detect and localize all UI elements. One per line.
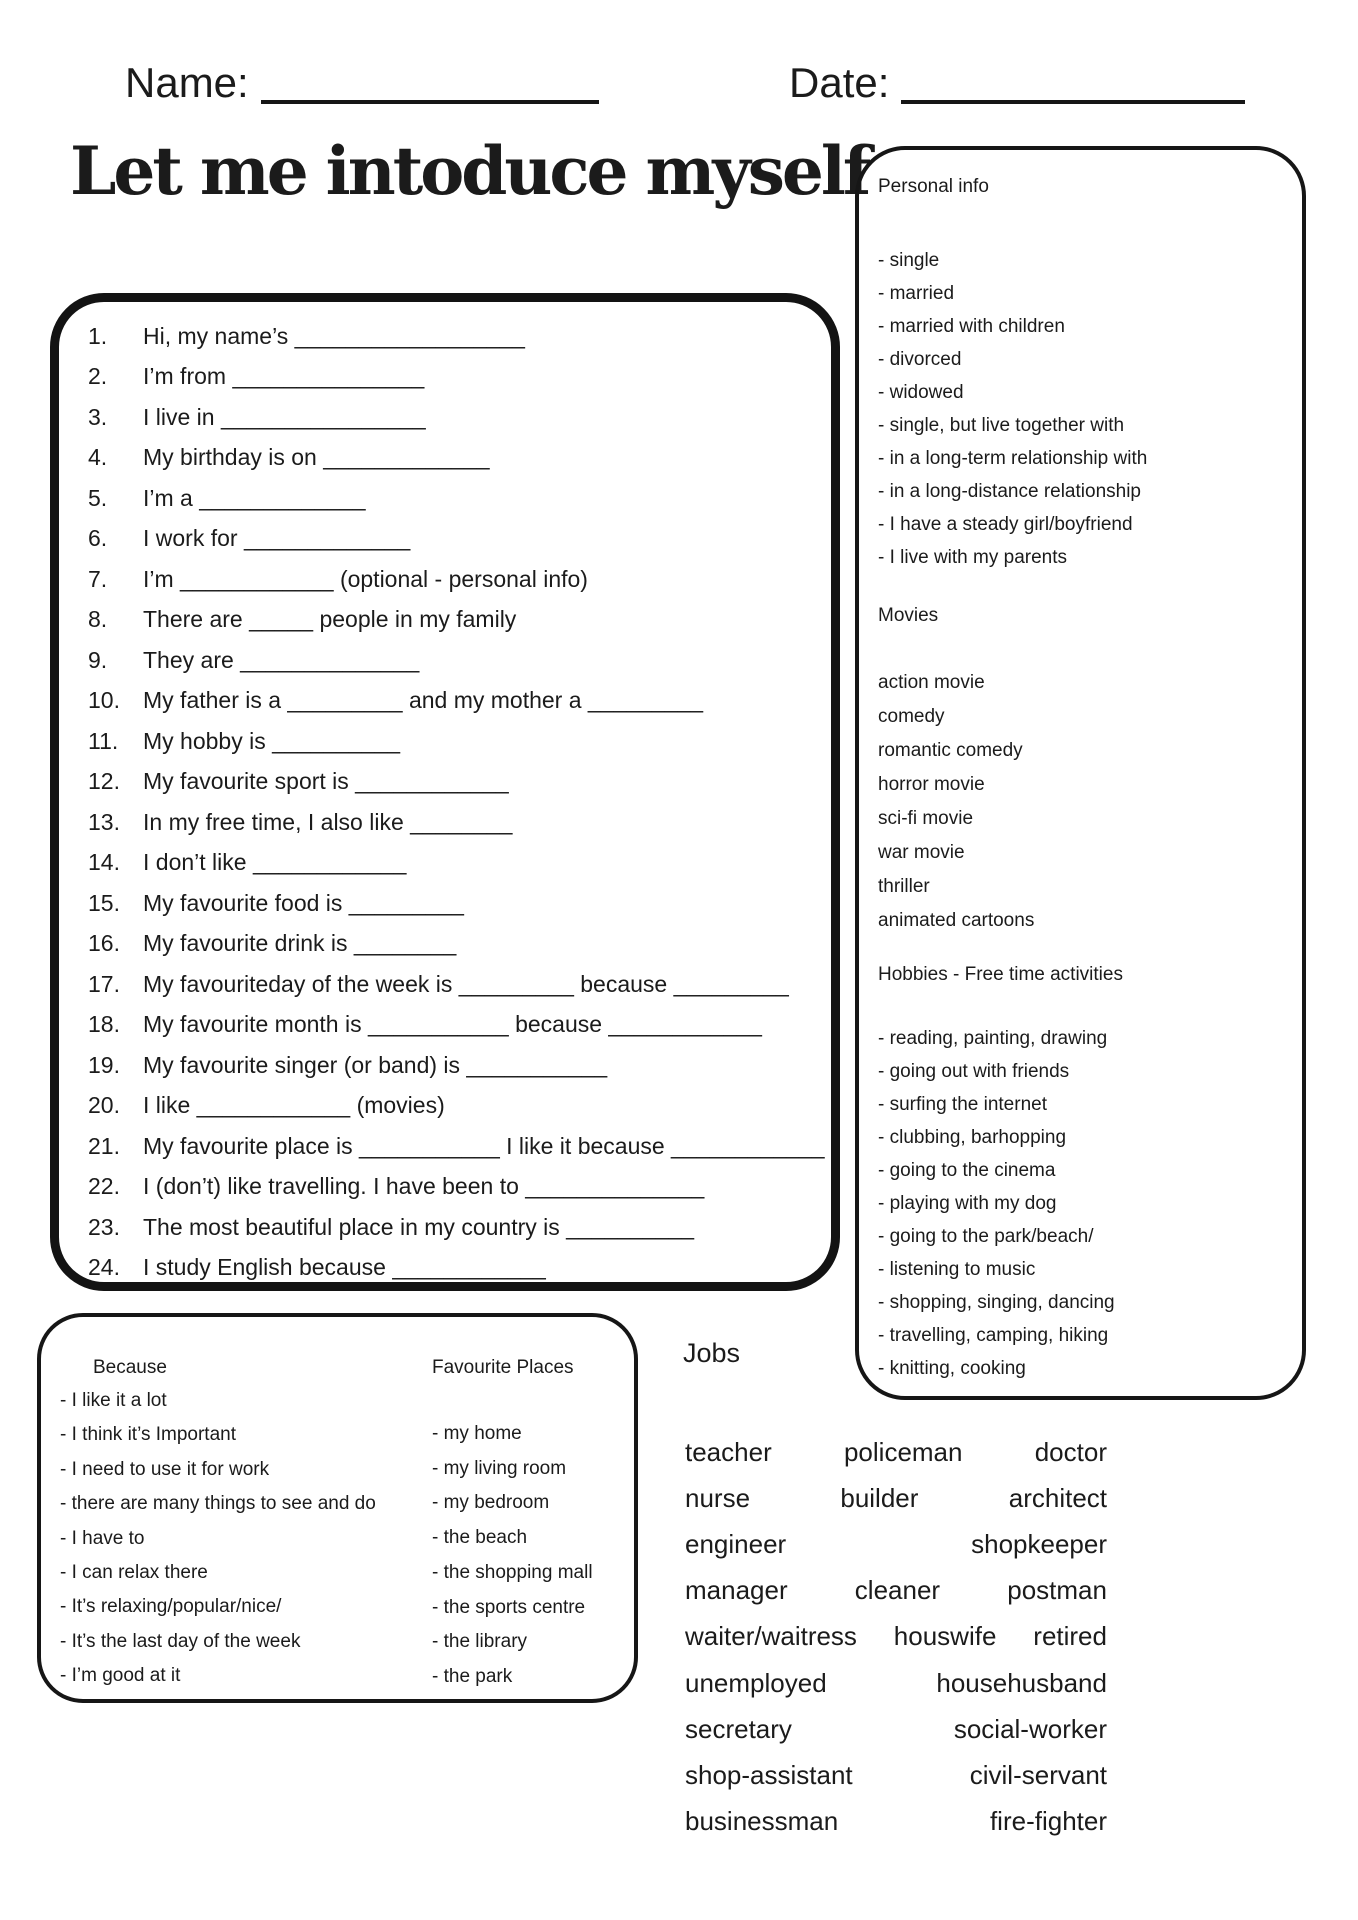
personal-info-list (874, 244, 1294, 574)
job-word: postman (1007, 1575, 1107, 1606)
question-item (88, 559, 825, 600)
question-number: 17. (88, 970, 120, 997)
question-text: They are ______________ (143, 646, 420, 673)
question-item (88, 802, 825, 843)
question-number: 18. (88, 1011, 120, 1038)
question-item (88, 762, 825, 803)
because-list (60, 1384, 432, 1694)
question-item (88, 1207, 825, 1248)
movies-item: comedy (878, 706, 945, 727)
because-item: - I need to use it for work (60, 1458, 270, 1480)
reference-panel (855, 146, 1306, 1400)
hobbies-item: - shopping, singing, dancing (878, 1292, 1115, 1313)
favourite-places-item: - my home (432, 1423, 522, 1444)
job-word: teacher (685, 1436, 772, 1467)
personal-info-item: - widowed (878, 382, 964, 403)
question-number: 7. (88, 565, 108, 592)
question-item (88, 357, 825, 398)
question-number: 23. (88, 1213, 120, 1240)
favourite-places-item: - my bedroom (432, 1492, 550, 1514)
job-word: cleaner (854, 1575, 941, 1606)
question-item (88, 964, 825, 1005)
page-title: Let me intoduce myself (70, 132, 869, 210)
personal-info-item: - married with children (878, 316, 1065, 337)
hobbies-item: - travelling, camping, hiking (878, 1325, 1109, 1346)
hobbies-item: - playing with my dog (878, 1193, 1057, 1214)
because-item: - I’m good at it (60, 1665, 181, 1687)
name-blank-line (261, 100, 599, 104)
jobs-row (685, 1521, 1107, 1567)
jobs-row (685, 1799, 1107, 1845)
question-item (88, 519, 825, 560)
question-text: My favourite singer (or band) is ___________ (143, 1051, 608, 1078)
hobbies-item: - going out with friends (878, 1061, 1070, 1082)
movies-item: sci-fi movie (878, 808, 974, 829)
question-text: I (don’t) like travelling. I have been to ______________ (143, 1173, 705, 1200)
job-word: architect (1008, 1482, 1107, 1513)
question-number: 14. (88, 849, 120, 876)
because-item: - I can relax there (60, 1562, 208, 1584)
question-text: The most beautiful place in my country is __________ (143, 1213, 695, 1240)
hobbies-item: - going to the park/beach/ (878, 1226, 1094, 1247)
name-field (125, 52, 599, 104)
favourite-places-item: - my living room (432, 1457, 567, 1479)
question-item (88, 1086, 825, 1127)
jobs-row (685, 1429, 1107, 1475)
question-text: My hobby is __________ (143, 727, 401, 754)
question-number: 11. (88, 727, 119, 754)
question-item (88, 397, 825, 438)
movies-item: horror movie (878, 774, 985, 795)
jobs-row (685, 1660, 1107, 1706)
favourite-places-item: - the park (432, 1665, 513, 1687)
jobs-heading: Jobs (683, 1338, 741, 1368)
jobs-row (685, 1475, 1107, 1521)
question-item (88, 924, 825, 965)
question-number: 1. (88, 322, 108, 349)
question-text: My favourite food is _________ (143, 889, 464, 916)
because-places-box (37, 1313, 638, 1703)
personal-info-item: - married (878, 283, 955, 304)
job-word: retired (1033, 1621, 1107, 1652)
question-text: My favourite sport is ____________ (143, 768, 509, 795)
hobbies-item: - surfing the internet (878, 1094, 1047, 1115)
job-word: shopkeeper (971, 1528, 1107, 1559)
question-text: My favourite drink is ________ (143, 930, 457, 957)
job-word: waiter/waitress (685, 1621, 857, 1652)
movies-item: war movie (878, 842, 965, 863)
question-item (88, 1126, 825, 1167)
question-number: 24. (88, 1254, 120, 1281)
jobs-row (685, 1752, 1107, 1798)
question-text: I’m a _____________ (143, 484, 366, 511)
movies-list (874, 666, 1294, 938)
question-number: 20. (88, 1092, 120, 1119)
question-text: There are _____ people in my family (143, 606, 517, 633)
favourite-places-column (432, 1341, 634, 1699)
question-text: My favouriteday of the week is _________ because _________ (143, 970, 789, 997)
hobbies-item: - reading, painting, drawing (878, 1028, 1108, 1049)
jobs-row (685, 1706, 1107, 1752)
question-text: My father is a _________ and my mother a _________ (143, 687, 704, 714)
job-word: fire-fighter (989, 1806, 1107, 1837)
question-number: 9. (88, 646, 108, 673)
movies-item: animated cartoons (878, 910, 1035, 931)
question-item (88, 721, 825, 762)
job-word: nurse (685, 1482, 751, 1513)
name-label: Name: (125, 59, 249, 106)
hobbies-item: - clubbing, barhopping (878, 1127, 1067, 1148)
question-number: 5. (88, 484, 108, 511)
question-item (88, 843, 825, 884)
jobs-row (685, 1568, 1107, 1614)
job-word: civil-servant (969, 1759, 1107, 1790)
job-word: houswife (893, 1621, 997, 1652)
jobs-word-bank (685, 1429, 1107, 1845)
favourite-places-item: - the shopping mall (432, 1561, 593, 1583)
question-item (88, 681, 825, 722)
date-field (789, 52, 1245, 104)
favourite-places-item: - the beach (432, 1527, 528, 1549)
question-number: 4. (88, 444, 108, 471)
question-text: I’m from _______________ (143, 363, 425, 390)
hobbies-item: - listening to music (878, 1259, 1036, 1280)
personal-info-item: - single, but live together with (878, 415, 1125, 436)
question-item (88, 1167, 825, 1208)
question-item (88, 478, 825, 519)
question-item (88, 316, 825, 357)
personal-info-item: - divorced (878, 349, 962, 370)
favourite-places-heading: Favourite Places (432, 1357, 574, 1378)
date-label: Date: (789, 59, 890, 106)
questions-box (50, 293, 840, 1291)
jobs-row (685, 1614, 1107, 1660)
question-number: 15. (88, 889, 120, 916)
because-column (60, 1341, 432, 1699)
job-word: engineer (685, 1528, 787, 1559)
question-text: Hi, my name’s __________________ (143, 322, 525, 349)
favourite-places-list (432, 1417, 634, 1695)
hobbies-item: - knitting, cooking (878, 1358, 1026, 1379)
job-word: social-worker (953, 1713, 1107, 1744)
because-item: - I like it a lot (60, 1390, 167, 1411)
job-word: businessman (685, 1806, 839, 1837)
job-word: shop-assistant (685, 1759, 853, 1790)
job-word: househusband (936, 1667, 1107, 1698)
question-item (88, 640, 825, 681)
job-word: builder (840, 1482, 919, 1513)
question-item (88, 438, 825, 479)
movies-item: thriller (878, 876, 930, 897)
question-item (88, 600, 825, 641)
movies-heading: Movies (878, 605, 939, 626)
questions-list (59, 302, 831, 1288)
question-text: My birthday is on _____________ (143, 444, 490, 471)
question-number: 8. (88, 606, 108, 633)
job-word: unemployed (685, 1667, 827, 1698)
question-number: 3. (88, 403, 108, 430)
question-text: I like ____________ (movies) (143, 1092, 445, 1119)
because-item: - I think it’s Important (60, 1424, 236, 1446)
favourite-places-item: - the sports centre (432, 1596, 586, 1618)
question-number: 12. (88, 768, 120, 795)
question-number: 2. (88, 363, 108, 390)
movies-item: action movie (878, 672, 985, 693)
job-word: manager (685, 1575, 788, 1606)
question-text: I study English because ____________ (143, 1254, 546, 1281)
job-word: doctor (1034, 1436, 1107, 1467)
movies-item: romantic comedy (878, 740, 1023, 761)
question-text: I don’t like ____________ (143, 849, 407, 876)
job-word: secretary (685, 1713, 792, 1744)
question-number: 10. (88, 687, 120, 714)
question-number: 19. (88, 1051, 120, 1078)
personal-info-item: - single (878, 250, 940, 271)
question-item (88, 1005, 825, 1046)
question-item (88, 1045, 825, 1086)
because-heading: Because (93, 1357, 167, 1378)
personal-info-item: - I have a steady girl/boyfriend (878, 514, 1133, 535)
job-word: policeman (843, 1436, 963, 1467)
question-number: 6. (88, 525, 108, 552)
question-number: 16. (88, 930, 120, 957)
question-text: I live in ________________ (143, 403, 426, 430)
question-item (88, 883, 825, 924)
date-blank-line (901, 100, 1245, 104)
because-item: - there are many things to see and do (60, 1493, 376, 1515)
question-text: My favourite month is ___________ because ____________ (143, 1011, 762, 1038)
hobbies-heading: Hobbies - Free time activities (878, 964, 1123, 985)
question-text: In my free time, I also like ________ (143, 808, 513, 835)
because-item: - It’s relaxing/popular/nice/ (60, 1596, 282, 1618)
question-text: My favourite place is ___________ I like it because ____________ (143, 1132, 825, 1159)
favourite-places-item: - the library (432, 1631, 528, 1653)
because-item: - I have to (60, 1527, 145, 1549)
because-item: - It’s the last day of the week (60, 1630, 301, 1652)
question-number: 13. (88, 808, 120, 835)
question-text: I’m ____________ (optional - personal info) (143, 565, 588, 592)
hobbies-list (874, 1022, 1294, 1385)
personal-info-heading: Personal info (878, 176, 989, 197)
hobbies-item: - going to the cinema (878, 1160, 1056, 1181)
question-text: I work for _____________ (143, 525, 411, 552)
question-number: 21. (88, 1132, 120, 1159)
personal-info-item: - in a long-term relationship with (878, 448, 1148, 469)
personal-info-item: - I live with my parents (878, 547, 1067, 568)
personal-info-item: - in a long-distance relationship (878, 481, 1141, 502)
question-item (88, 1248, 825, 1289)
question-number: 22. (88, 1173, 120, 1200)
